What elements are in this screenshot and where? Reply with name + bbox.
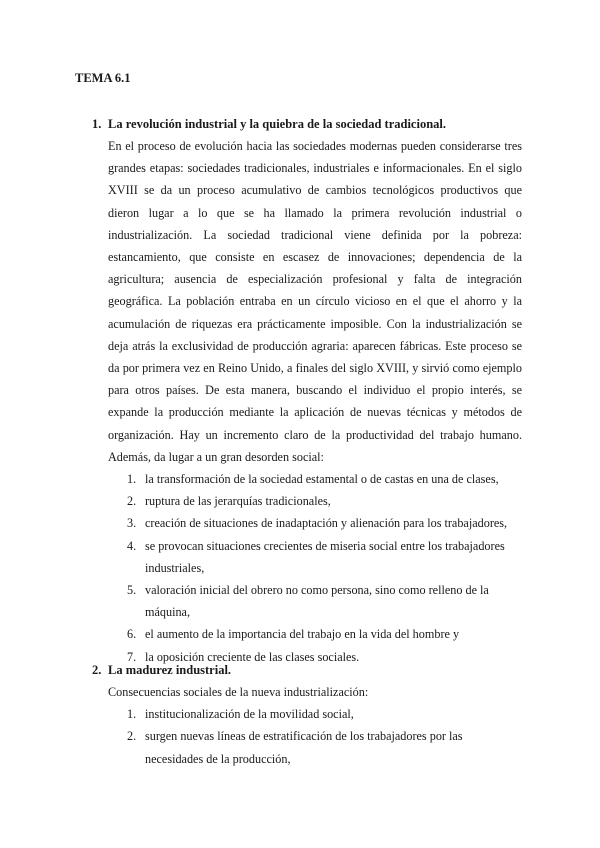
document-title: TEMA 6.1 [75,71,131,85]
section-paragraph: En el proceso de evolución hacia las sociedades modernas pueden considerarse tres grandes etapas: sociedades tradicionales, industriales e informacionales. En el siglo XVIII se da un proceso acumulativo de cambios tecnológicos productivos que dieron lugar a lo que se ha llamado la primera revolución industrial o industrialización. La sociedad tradicional viene definida por la pobreza: estancamiento, que consiste en escasez de innovaciones; dependencia de la agricultura; ausencia de especialización profesional y falta de integración geográfica. La población entraba en un círculo vicioso en el que el ahorro y la acumulación de riquezas era prácticamente imposible. Con la industrialización se deja atrás la exclusividad de producción agraria: aparecen fábricas. Este proceso se da por primera vez en Reino Unido, a finales del siglo XVIII, y sirvió como ejemplo para otros países. De esta manera, buscando el individuo el propio interés, se expande la producción mediante la aplicación de nuevas técnicas y métodos de organización. Hay un incremento claro de la productividad del trabajo humano. Además, da lugar a un gran desorden social: [108,139,522,464]
numbered-list [127,468,522,668]
list-item-number: 2. [127,494,137,509]
section-number: 1. [92,117,102,131]
list-item [127,468,522,490]
list-item-text: el aumento de la importancia del trabajo en la vida del hombre y [145,627,460,642]
section-title: La revolución industrial y la quiebra de la sociedad tradicional. [108,117,446,131]
list-item-number: 4. [127,538,137,553]
numbered-list [127,703,522,770]
list-item-text: se provocan situaciones crecientes de miseria social entre los trabajadores industriales, [145,538,505,575]
list-item [127,725,522,769]
list-item-text: ruptura de las jerarquías tradicionales, [145,494,331,509]
section-title: La madurez industrial. [108,663,232,677]
list-item-number: 1. [127,707,137,722]
list-item-number: 3. [127,516,137,531]
list-item-text: valoración inicial del obrero no como persona, sino como relleno de la máquina, [145,583,489,620]
list-item-number: 6. [127,627,137,642]
list-item [127,579,522,623]
section-number: 2. [92,663,102,677]
list-item [127,512,522,534]
list-item-text: la transformación de la sociedad estamental o de castas en una de clases, [145,472,499,487]
list-item [127,490,522,512]
list-item-text: la oposición creciente de las clases sociales. [145,649,360,664]
list-item-number: 2. [127,729,137,744]
list-item-number: 7. [127,649,137,664]
list-item-text: surgen nuevas líneas de estratificación de los trabajadores por las necesidades de la producción, [145,729,463,766]
section-paragraph: Consecuencias sociales de la nueva industrialización: [108,685,369,699]
section-1 [92,113,522,668]
list-item-text: creación de situaciones de inadaptación y alienación para los trabajadores, [145,516,508,531]
list-item-number: 1. [127,472,137,487]
list-item-number: 5. [127,583,137,598]
section-heading [92,659,522,681]
list-item [127,703,522,725]
section-heading [92,113,522,135]
list-item [127,535,522,579]
list-item-text: institucionalización de la movilidad social, [145,707,354,722]
list-item [127,623,522,645]
section-2 [92,659,522,770]
